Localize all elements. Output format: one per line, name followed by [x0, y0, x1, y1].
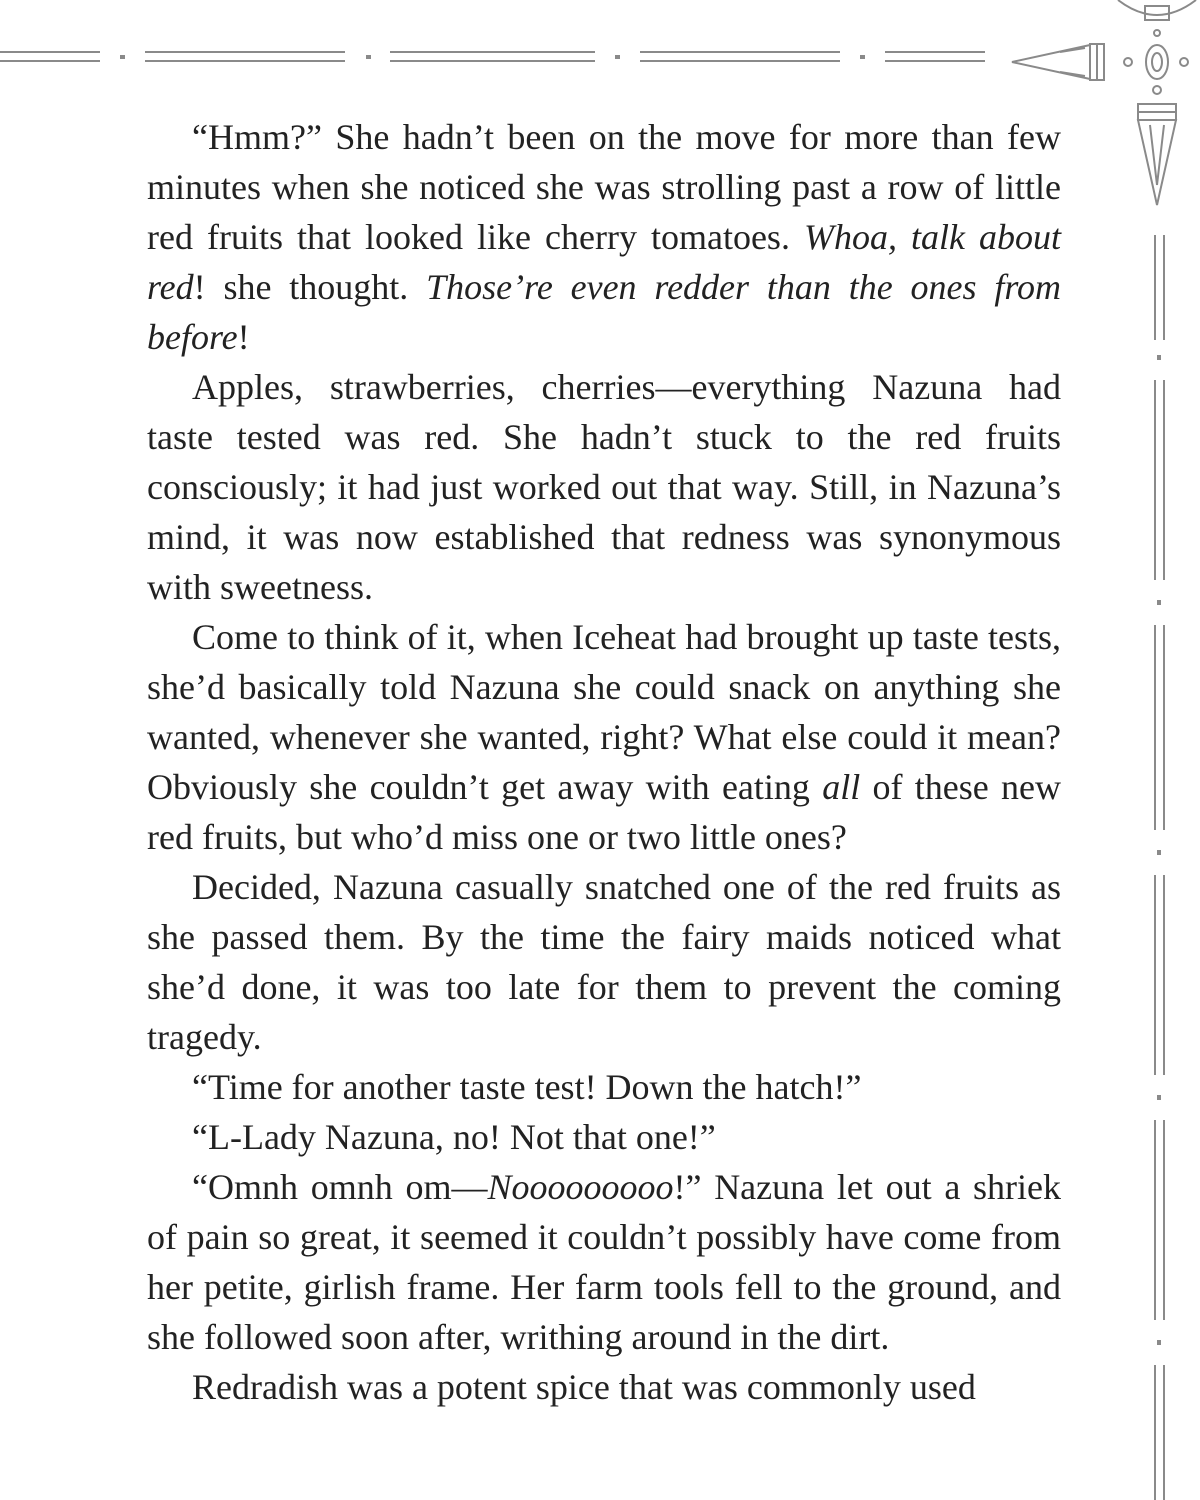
- body-text: [147, 112, 1061, 1412]
- text-run: of these new red fruits, but who’d miss one or two little ones?: [147, 767, 1062, 857]
- text-run: Come to think of it, when Iceheat had brought up taste tests, she’d basically told Nazuna she could snack on anything she wanted, whenever she wanted, right? What else could it mean? Obviously she couldn’t get away with eating: [147, 617, 1061, 807]
- text-run: Decided, Nazuna casually snatched one of the red fruits as she passed them. By the time the fairy maids noticed what she’d done, it was too late for them to prevent the coming tragedy.: [147, 867, 1061, 1057]
- paragraph: [147, 612, 1061, 862]
- paragraph: [147, 862, 1061, 1062]
- text-run: !” Nazuna let out a shriek of pain so great, it seemed it couldn’t possibly have come from her petite, girlish frame. Her farm tools fell to the ground, and she followed soon after, writhing around in the dirt.: [147, 1167, 1062, 1357]
- paragraph: [147, 112, 1061, 362]
- paragraph: [147, 1062, 1061, 1112]
- italic-text-run: all: [822, 767, 861, 807]
- text-run: “Hmm?” She hadn’t been on the move for more than few minutes when she noticed she was strolling past a row of little red fruits that looked like cherry tomatoes.: [147, 117, 1061, 257]
- text-run: “Omnh omnh om—: [192, 1167, 488, 1207]
- paragraph: [147, 362, 1061, 612]
- text-run: Apples, strawberries, cherries—everything Nazuna had taste tested was red. She hadn’t stuck to the red fruits consciously; it had just worked out that way. Still, in Nazuna’s mind, it was now established that redness was synonymous with sweetness.: [147, 367, 1061, 607]
- paragraph: [147, 1362, 1061, 1412]
- text-run: Redradish was a potent spice that was commonly used: [192, 1367, 976, 1407]
- text-run: ! she thought.: [193, 267, 427, 307]
- text-run: !: [237, 317, 250, 357]
- text-run: “L-Lady Nazuna, no! Not that one!”: [192, 1117, 716, 1157]
- italic-text-run: Nooooooooo: [487, 1167, 674, 1207]
- paragraph: [147, 1162, 1061, 1362]
- italic-text-run: Those’re even redder than the ones from before: [147, 267, 1062, 357]
- text-run: “Time for another taste test! Down the hatch!”: [192, 1067, 862, 1107]
- paragraph: [147, 1112, 1061, 1162]
- italic-text-run: Whoa, talk about red: [147, 217, 1061, 307]
